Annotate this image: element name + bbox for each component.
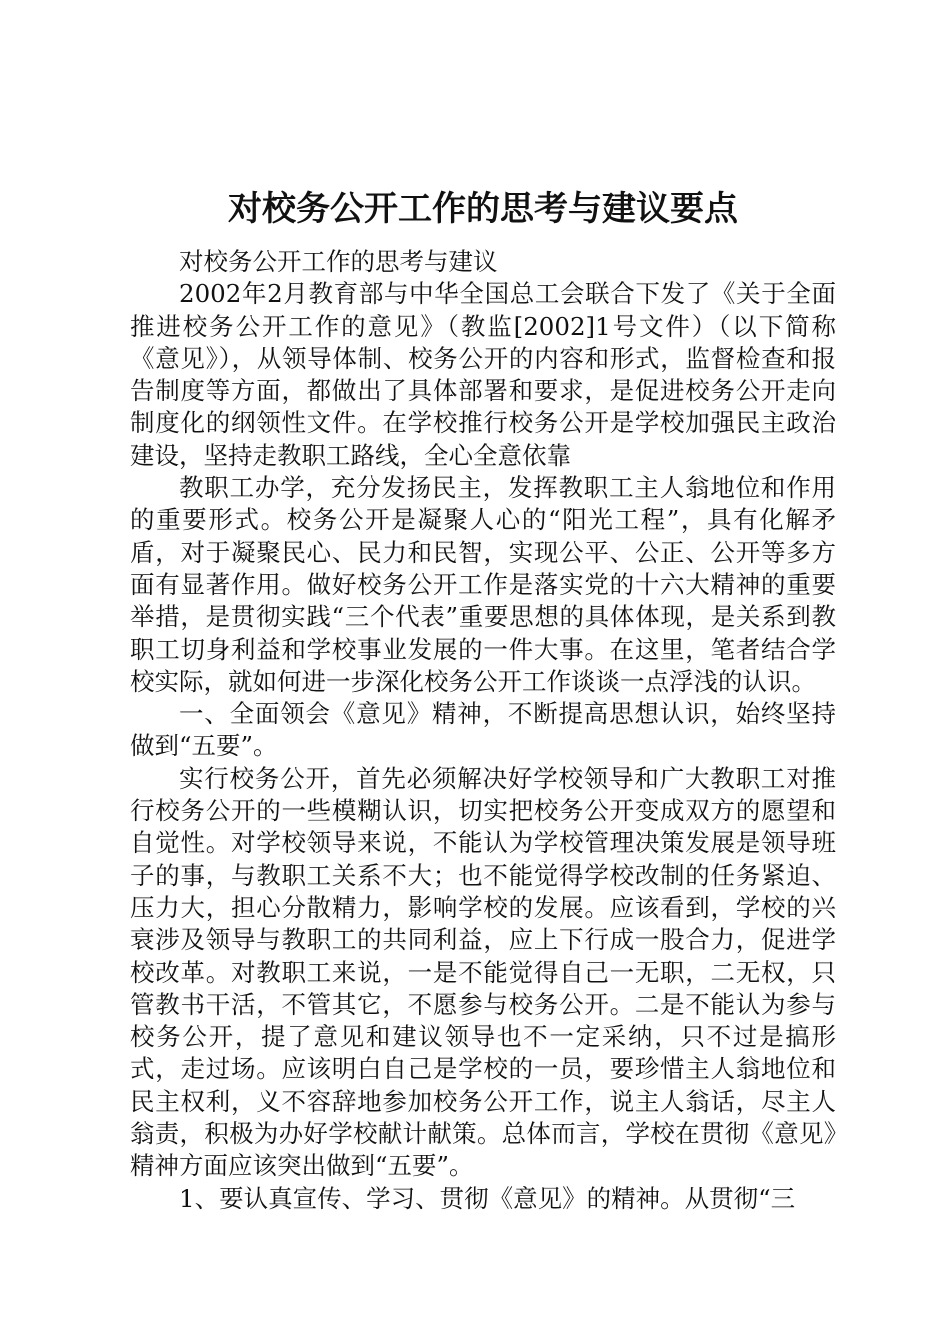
section-heading-1: 一、全面领会《意见》精神，不断提高思想认识，始终坚持做到“五要”。 [130,699,836,761]
body-paragraph-2: 教职工办学，充分发扬民主，发挥教职工主人翁地位和作用的重要形式。校务公开是凝聚人心的“阳光工程”，具有化解矛盾，对于凝聚民心、民力和民智，实现公平、公正、公开等多方面有显著作用。做好校务公开工作是落实党的十六大精神的重要举措，是贯彻实践“三个代表”重要思想的具体体现，是关系到教职工切身利益和学校事业发展的一件大事。在这里，笔者结合学校实际，就如何进一步深化校务公开工作谈谈一点浮浅的认识。 [130,473,836,696]
body-paragraph-1: 2002年2月教育部与中华全国总工会联合下发了《关于全面推进校务公开工作的意见》（教监[2002]1号文件）（以下简称《意见》），从领导体制、校务公开的内容和形式，监督检查和报告制度等方面，都做出了具体部署和要求，是促进校务公开走向制度化的纲领性文件。在学校推行校务公开是学校加强民主政治建设，坚持走教职工路线，全心全意依靠 [130,279,836,470]
body-paragraph-3: 实行校务公开，首先必须解决好学校领导和广大教职工对推行校务公开的一些模糊认识，切实把校务公开变成双方的愿望和自觉性。对学校领导来说，不能认为学校管理决策发展是领导班子的事，与教职工关系不大；也不能觉得学校改制的任务紧迫、压力大，担心分散精力，影响学校的发展。应该看到，学校的兴衰涉及领导与教职工的共同利益，应上下行成一股合力，促进学校改革。对教职工来说，一是不能觉得自己一无职，二无权，只管教书干活，不管其它，不愿参与校务公开。二是不能认为参与校务公开，提了意见和建议领导也不一定采纳，只不过是搞形式，走过场。应该明白自己是学校的一员，要珍惜主人翁地位和民主权利，义不容辞地参加校务公开工作，说主人翁话，尽主人翁责，积极为办好学校献计献策。总体而言，学校在贯彻《意见》精神方面应该突出做到“五要”。 [130,763,836,1181]
document-title: 对校务公开工作的思考与建议要点 [228,189,738,229]
body-paragraph-4: 1、要认真宣传、学习、贯彻《意见》的精神。从贯彻“三 [179,1183,796,1213]
subtitle-paragraph: 对校务公开工作的思考与建议 [179,247,498,276]
document-page [130,178,836,1215]
